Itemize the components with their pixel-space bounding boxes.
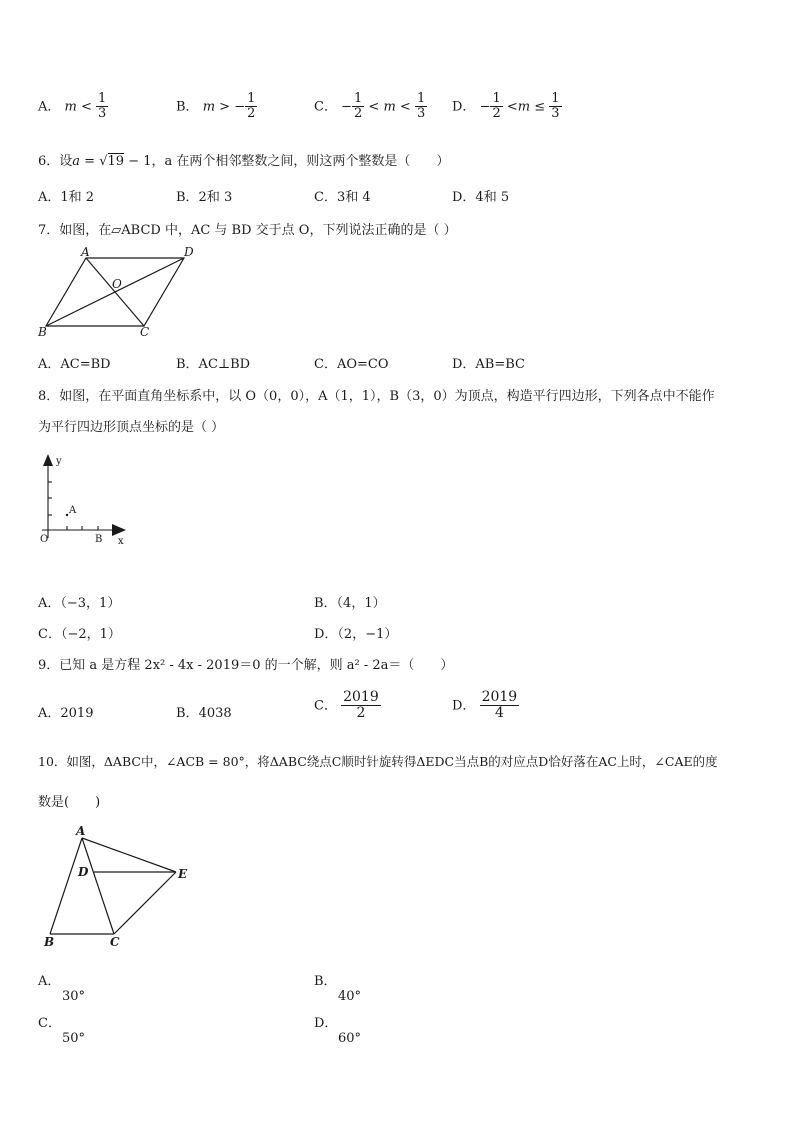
option-letter: D． xyxy=(452,99,476,115)
fraction-denominator: 2 xyxy=(247,106,256,122)
q7-option-c: C．AO=CO xyxy=(314,357,389,372)
label-o: O xyxy=(40,534,49,545)
option-letter: A． xyxy=(38,706,61,721)
fraction xyxy=(341,690,381,722)
q10-option-b xyxy=(314,970,361,1004)
fraction-denominator: 3 xyxy=(416,106,426,122)
parallelogram-figure xyxy=(30,246,210,342)
option-value: 2019 xyxy=(60,706,94,721)
fraction-numerator: 1 xyxy=(416,91,426,106)
q10-option-d xyxy=(314,1012,361,1046)
label-b: B xyxy=(38,325,47,339)
fraction-numerator: 2019 xyxy=(343,689,379,705)
option-letter: B． xyxy=(314,974,337,989)
math-var: m xyxy=(202,99,216,115)
label-d: D xyxy=(78,865,89,879)
q6-option-d: D．4和 5 xyxy=(452,190,510,205)
q5-option-a xyxy=(38,92,108,122)
label-a: A xyxy=(76,824,86,838)
q10-option-c xyxy=(38,1012,85,1046)
math-sign: − xyxy=(479,99,491,115)
label-b: B xyxy=(44,935,55,949)
q10-stem-line2: 数是( ) xyxy=(38,795,101,810)
math-var: a xyxy=(72,154,81,169)
option-value: 40° xyxy=(338,989,362,1004)
label-d: D xyxy=(184,246,194,259)
q6-stem xyxy=(38,150,449,169)
fraction xyxy=(549,92,561,122)
fraction-denominator: 2 xyxy=(356,705,366,722)
option-value: 60° xyxy=(338,1031,362,1046)
q8-option-c: C．（−2，1） xyxy=(38,627,121,642)
q9-stem: 9．已知 a 是方程 2x² - 4x - 2019＝0 的一个解，则 a² - 2a＝（ ） xyxy=(38,658,454,673)
math-relation: < xyxy=(76,99,97,115)
q9-option-a xyxy=(38,702,93,721)
q10-option-a xyxy=(38,970,85,1004)
q8-option-b: B．（4，1） xyxy=(314,596,386,611)
q8-stem-line2: 为平行四边形顶点坐标的是（ ） xyxy=(38,420,225,435)
option-letter: B． xyxy=(176,99,199,115)
fraction xyxy=(490,92,502,122)
q9-option-b xyxy=(176,702,232,721)
fraction-denominator: 2 xyxy=(354,106,363,122)
side-ac xyxy=(82,838,114,934)
label-c: C xyxy=(110,935,120,949)
fraction-denominator: 2 xyxy=(492,106,501,122)
math-relation: <m ≤ xyxy=(502,99,550,115)
fraction-numerator: 1 xyxy=(492,91,501,106)
option-value: 30° xyxy=(62,989,86,1004)
label-x: x xyxy=(118,536,124,547)
fraction xyxy=(480,690,520,722)
fraction-numerator: 1 xyxy=(354,91,363,106)
label-b: B xyxy=(95,534,103,545)
rotation-triangle-figure xyxy=(38,824,198,950)
q10-stem-line1: 10．如图，ΔABC中，∠ACB = 80°，将ΔABC绕点C顺时针旋转得ΔEDC当点B的对应点D恰好落在AC上时，∠CAE的度 xyxy=(38,754,718,769)
q7-stem: 7．如图，在▱ABCD 中，AC 与 BD 交于点 O，下列说法正确的是（ ） xyxy=(38,223,457,238)
fraction xyxy=(245,92,257,122)
q6-option-a: A．1和 2 xyxy=(38,190,95,205)
coordinate-figure xyxy=(34,452,134,550)
fraction xyxy=(96,92,108,122)
label-c: C xyxy=(140,325,150,339)
fraction-numerator: 1 xyxy=(98,91,107,106)
option-letter: B． xyxy=(176,706,199,721)
q6-option-c: C．3和 4 xyxy=(314,190,371,205)
q7-option-b: B．AC⊥BD xyxy=(176,357,251,372)
q9-option-d xyxy=(452,690,519,722)
label-a: A xyxy=(69,505,77,516)
math-sign: − xyxy=(341,99,352,115)
q9-option-c xyxy=(314,690,381,722)
question-number: 6．设 xyxy=(38,154,73,169)
q8-stem-line1: 8．如图，在平面直角坐标系中，以 O（0，0），A（1，1），B（3，0）为顶点，构造平行四边形，下列各点中不能作 xyxy=(38,389,715,404)
y-axis-arrow xyxy=(43,454,53,466)
option-letter: C． xyxy=(314,99,337,115)
segment-ae xyxy=(82,838,176,872)
radicand: 19 xyxy=(107,154,125,169)
x-axis-arrow xyxy=(112,524,126,536)
point-a xyxy=(66,514,68,516)
option-letter: D． xyxy=(314,1016,338,1031)
option-letter: C． xyxy=(38,1016,61,1031)
fraction-denominator: 3 xyxy=(98,106,107,122)
option-letter: D． xyxy=(452,698,476,714)
fraction-denominator: 4 xyxy=(494,705,504,722)
q5-option-c xyxy=(314,92,427,122)
label-y: y xyxy=(56,456,62,467)
q5-option-d xyxy=(452,92,562,122)
fraction-denominator: 3 xyxy=(551,106,560,122)
diagonal-bd xyxy=(46,258,184,326)
q8-option-a: A．（−3，1） xyxy=(38,596,121,611)
fraction-numerator: 2019 xyxy=(481,689,518,705)
option-letter: C． xyxy=(314,698,337,714)
math-relation: > − xyxy=(215,99,246,115)
question-text: ，a 在两个相邻整数之间，则这两个整数是（ ） xyxy=(151,154,450,169)
option-letter: A． xyxy=(38,974,61,989)
fraction xyxy=(352,92,364,122)
label-e: E xyxy=(178,867,188,881)
sqrt-sign: √ xyxy=(99,154,108,169)
option-letter: A． xyxy=(38,99,61,115)
q8-option-d: D．（2，−1） xyxy=(314,627,398,642)
q7-option-d: D．AB=BC xyxy=(452,357,525,372)
q6-option-b: B．2和 3 xyxy=(176,190,233,205)
math-eq: = xyxy=(80,154,100,169)
math-relation: < m < xyxy=(364,99,415,115)
label-o: O xyxy=(112,277,122,291)
fraction-numerator: 1 xyxy=(247,91,256,106)
fraction-numerator: 1 xyxy=(551,91,560,106)
math-minus: − 1 xyxy=(124,154,152,169)
segment-ce xyxy=(114,872,176,934)
label-a: A xyxy=(81,246,90,259)
q7-option-a: A．AC=BD xyxy=(38,357,111,372)
option-value: 50° xyxy=(62,1031,86,1046)
q5-option-b xyxy=(176,92,257,122)
side-ab xyxy=(50,838,82,934)
fraction xyxy=(415,92,427,122)
math-var: m xyxy=(64,99,77,115)
option-value: 4038 xyxy=(198,706,232,721)
